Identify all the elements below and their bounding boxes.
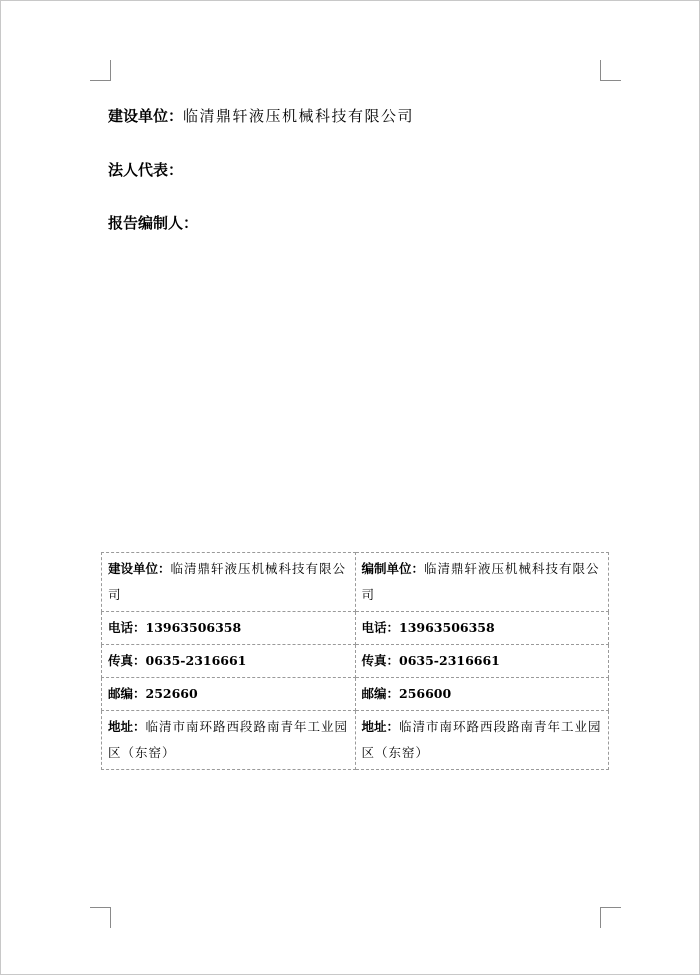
construction-unit-line bbox=[108, 106, 414, 126]
table-row bbox=[102, 645, 609, 678]
report-preparer-label: 报告编制人： bbox=[108, 214, 199, 232]
right-unit-value: 临清鼎轩液压机械科技有限公司 bbox=[361, 561, 600, 602]
left-phone-label: 电话： bbox=[108, 620, 146, 635]
right-postcode-cell bbox=[355, 678, 609, 711]
right-address-cell bbox=[355, 711, 609, 770]
corner-mark-top-right bbox=[600, 60, 621, 81]
right-phone-cell bbox=[355, 612, 609, 645]
right-phone-label: 电话： bbox=[361, 620, 400, 635]
left-postcode-label: 邮编： bbox=[108, 686, 146, 701]
left-fax-value: 0635-2316661 bbox=[145, 653, 247, 668]
right-phone-value: 13963506358 bbox=[399, 620, 495, 635]
right-postcode-label: 邮编： bbox=[361, 686, 400, 701]
left-address-cell bbox=[102, 711, 356, 770]
right-unit-cell bbox=[355, 553, 609, 612]
legal-representative-label: 法人代表： bbox=[108, 161, 184, 179]
right-fax-value: 0635-2316661 bbox=[399, 653, 500, 668]
corner-mark-bottom-right bbox=[600, 907, 621, 928]
table-row bbox=[102, 612, 609, 645]
left-fax-label: 传真： bbox=[108, 653, 146, 668]
construction-unit-label: 建设单位： bbox=[108, 107, 184, 125]
report-preparer-line bbox=[108, 213, 198, 233]
left-postcode-cell bbox=[102, 678, 356, 711]
legal-representative-line bbox=[108, 160, 183, 180]
table-row bbox=[102, 711, 609, 770]
left-address-value: 临清市南环路西段路南青年工业园区（东窑） bbox=[108, 719, 349, 760]
left-phone-value: 13963506358 bbox=[145, 620, 242, 635]
right-address-label: 地址： bbox=[361, 719, 400, 734]
right-fax-cell bbox=[355, 645, 609, 678]
left-address-label: 地址： bbox=[108, 719, 146, 734]
right-postcode-value: 256600 bbox=[399, 686, 452, 701]
table-row bbox=[102, 553, 609, 612]
left-phone-cell bbox=[102, 612, 356, 645]
right-unit-label: 编制单位： bbox=[361, 561, 425, 576]
left-postcode-value: 252660 bbox=[145, 686, 198, 701]
left-unit-value: 临清鼎轩液压机械科技有限公司 bbox=[108, 561, 347, 602]
right-address-value: 临清市南环路西段路南青年工业园区（东窑） bbox=[361, 719, 602, 760]
corner-mark-bottom-left bbox=[90, 907, 111, 928]
table-row bbox=[102, 678, 609, 711]
construction-unit-value: 临清鼎轩液压机械科技有限公司 bbox=[183, 107, 415, 125]
left-unit-cell bbox=[102, 553, 356, 612]
left-fax-cell bbox=[102, 645, 356, 678]
right-fax-label: 传真： bbox=[361, 653, 400, 668]
left-unit-label: 建设单位： bbox=[108, 561, 171, 576]
corner-mark-top-left bbox=[90, 60, 111, 81]
contact-table bbox=[101, 552, 609, 770]
